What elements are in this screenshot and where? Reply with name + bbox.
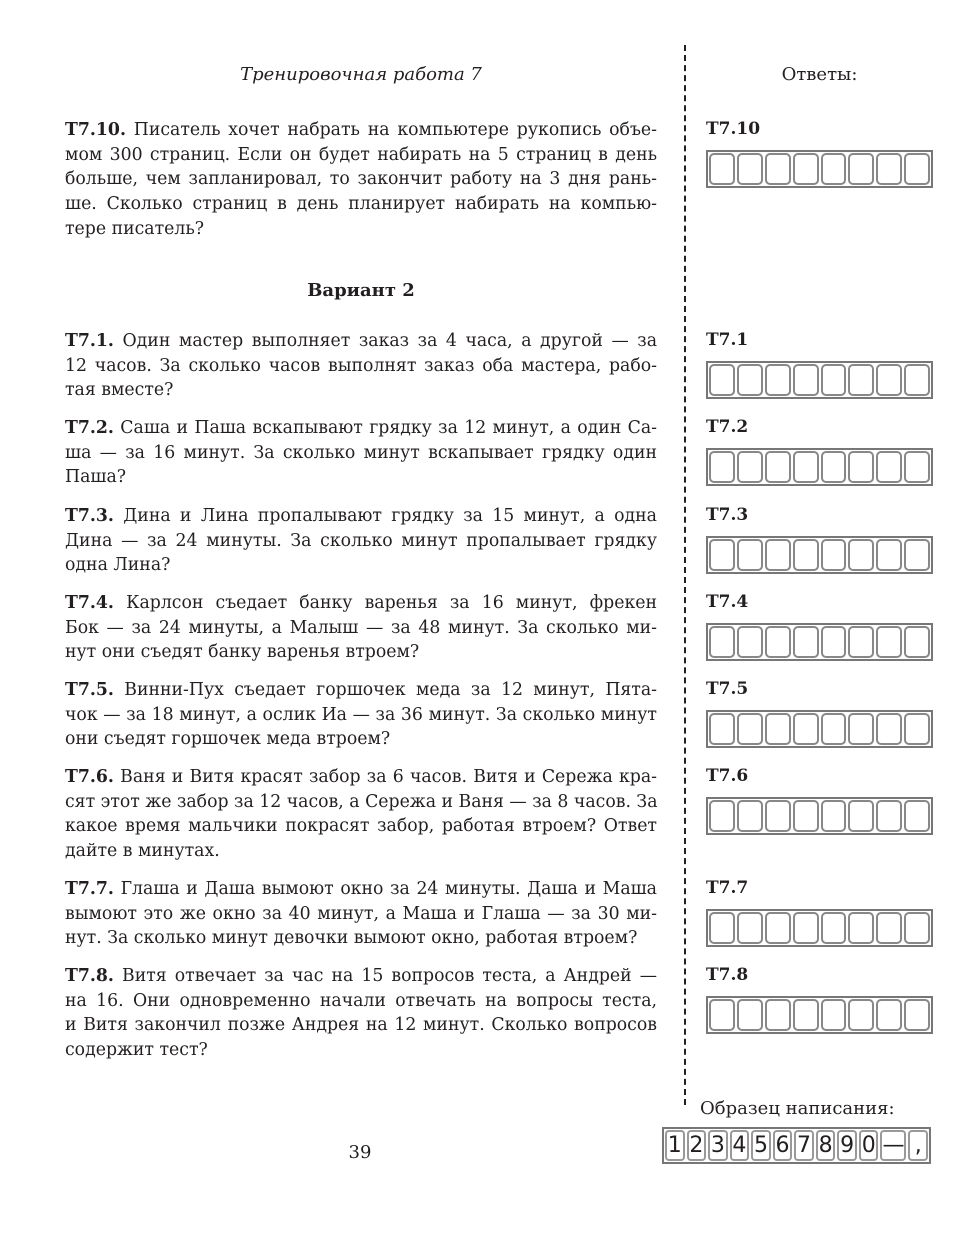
answer-cell[interactable] <box>848 626 874 658</box>
task-text: Саша и Паша вскапывают грядку за 12 минут, а один Са- <box>113 418 657 438</box>
answer-cell[interactable] <box>765 364 791 396</box>
answer-cell[interactable] <box>848 364 874 396</box>
answer-cell[interactable] <box>793 912 819 944</box>
answer-cell[interactable] <box>765 999 791 1031</box>
answer-cell[interactable] <box>709 912 735 944</box>
task-line <box>65 329 657 354</box>
task-text: тере писатель? <box>65 218 205 239</box>
answer-cell[interactable] <box>709 713 735 745</box>
task-text: и Витя закончил позже Андрея на 12 минут. Сколько вопросов <box>65 1015 657 1036</box>
task-text: тая вместе? <box>65 380 174 401</box>
answer-boxes[interactable] <box>706 448 933 486</box>
task-T7.2 <box>65 416 657 490</box>
answer-boxes[interactable] <box>706 150 933 188</box>
task-line <box>65 616 657 641</box>
page-header: Тренировочная работа 7 <box>240 64 482 85</box>
answer-label: T7.7 <box>706 878 749 898</box>
answer-label: T7.1 <box>706 330 749 350</box>
answer-label: T7.5 <box>706 679 749 699</box>
sample-cell: — <box>880 1130 906 1161</box>
answer-label: T7.3 <box>706 505 749 525</box>
task-T7.7 <box>65 877 657 951</box>
task-text: Писатель хочет набрать на компьютере рукопись объе- <box>125 120 657 140</box>
task-line <box>65 765 657 790</box>
answer-cell[interactable] <box>737 912 763 944</box>
answer-label: T7.8 <box>706 965 749 985</box>
answer-cell[interactable] <box>821 153 847 185</box>
task-line <box>65 167 657 192</box>
task-T7.4 <box>65 591 657 665</box>
answer-cell[interactable] <box>848 800 874 832</box>
task-number: Т7.7. <box>65 879 114 899</box>
task-T7.3 <box>65 504 657 578</box>
answer-cell[interactable] <box>709 999 735 1031</box>
cut-line-divider <box>684 45 686 1105</box>
task-text: Бок — за 24 минуты, а Малыш — за 48 минут. За сколько ми- <box>65 617 657 638</box>
task-text: чок — за 18 минут, а ослик Иа — за 36 минут. За сколько минут <box>65 704 657 725</box>
task-text: Один мастер выполняет заказ за 4 часа, а другой — за <box>113 331 657 351</box>
answer-cell[interactable] <box>904 999 930 1031</box>
answer-cell[interactable] <box>821 364 847 396</box>
answer-cell[interactable] <box>737 800 763 832</box>
answer-cell[interactable] <box>765 912 791 944</box>
sample-cell: 4 <box>730 1130 750 1161</box>
task-text: содержит тест? <box>65 1040 208 1061</box>
sample-cell: 6 <box>773 1130 793 1161</box>
answer-label: T7.10 <box>706 119 761 139</box>
task-line <box>65 1038 657 1063</box>
task-line <box>65 217 657 242</box>
task-text: Витя отвечает за час на 15 вопросов теста, а Андрей — <box>113 966 657 986</box>
task-line <box>65 1013 657 1038</box>
task-text: какое время мальчики покрасят забор, работая втроем? Ответ <box>65 816 657 837</box>
task-line <box>65 591 657 616</box>
task-number: Т7.3. <box>65 506 114 526</box>
answer-boxes[interactable] <box>706 710 933 748</box>
task-text: ше. Сколько страниц в день планирует набирать на компью- <box>65 194 657 215</box>
answer-cell[interactable] <box>709 539 735 571</box>
answers-header: Ответы: <box>781 64 858 85</box>
task-T7.5 <box>65 678 657 752</box>
answer-cell[interactable] <box>848 713 874 745</box>
task-text: Карлсон съедает банку варенья за 16 минут, фрекен <box>113 593 657 613</box>
task-T7.1 <box>65 329 657 403</box>
answer-cell[interactable] <box>848 999 874 1031</box>
answer-cell[interactable] <box>904 626 930 658</box>
task-line <box>65 553 657 578</box>
answer-boxes[interactable] <box>706 623 933 661</box>
task-line <box>65 703 657 728</box>
answer-cell[interactable] <box>821 912 847 944</box>
sample-cell: 7 <box>794 1130 814 1161</box>
task-number: Т7.4. <box>65 593 114 613</box>
answer-cell[interactable] <box>848 539 874 571</box>
task-T7.6 <box>65 765 657 864</box>
answer-cell[interactable] <box>765 153 791 185</box>
answer-cell[interactable] <box>876 153 902 185</box>
task-text: Глаша и Даша вымоют окно за 24 минуты. Даша и Маша <box>113 879 657 899</box>
answer-cell[interactable] <box>793 626 819 658</box>
task-line <box>65 640 657 665</box>
task-text: Дина и Лина пропалывают грядку за 15 минут, а одна <box>113 506 657 526</box>
answer-cell[interactable] <box>904 800 930 832</box>
answer-cell[interactable] <box>737 626 763 658</box>
task-line <box>65 529 657 554</box>
task-line <box>65 926 657 951</box>
task-text: Ваня и Витя красят забор за 6 часов. Витя и Сережа кра- <box>113 767 657 787</box>
answer-cell[interactable] <box>904 539 930 571</box>
answer-cell[interactable] <box>904 364 930 396</box>
answer-cell[interactable] <box>737 713 763 745</box>
answer-cell[interactable] <box>904 153 930 185</box>
task-number: Т7.1. <box>65 331 114 351</box>
task-text: 12 часов. За сколько часов выполнят заказ оба мастера, рабо- <box>65 355 657 376</box>
answer-boxes[interactable] <box>706 909 933 947</box>
answer-cell[interactable] <box>793 364 819 396</box>
answer-cell[interactable] <box>737 539 763 571</box>
task-text: на 16. Они одновременно начали отвечать на вопросы теста, <box>65 990 657 1011</box>
task-line <box>65 790 657 815</box>
sample-cell: 8 <box>816 1130 836 1161</box>
answer-cell[interactable] <box>876 912 902 944</box>
task-text: они съедят горшочек меда втроем? <box>65 729 391 750</box>
answer-cell[interactable] <box>765 451 791 483</box>
task-number: Т7.8. <box>65 966 114 986</box>
answer-cell[interactable] <box>737 153 763 185</box>
answer-boxes[interactable] <box>706 536 933 574</box>
answer-cell[interactable] <box>765 713 791 745</box>
answer-cell[interactable] <box>821 800 847 832</box>
task-line <box>65 143 657 168</box>
task-text: Паша? <box>65 467 127 488</box>
answer-cell[interactable] <box>904 912 930 944</box>
task-text: мом 300 страниц. Если он будет набирать на 5 страниц в день <box>65 144 657 165</box>
task-text: вымоют это же окно за 40 минут, а Маша и Глаша — за 30 ми- <box>65 903 657 924</box>
answer-cell[interactable] <box>709 800 735 832</box>
task-text: нут они съедят банку варенья втроем? <box>65 642 420 663</box>
answer-label: T7.6 <box>706 766 749 786</box>
answer-cell[interactable] <box>737 364 763 396</box>
answer-cell[interactable] <box>848 451 874 483</box>
task-number: Т7.2. <box>65 418 114 438</box>
task-line <box>65 504 657 529</box>
answer-cell[interactable] <box>709 451 735 483</box>
task-T7.10 <box>65 118 657 241</box>
answer-cell[interactable] <box>793 713 819 745</box>
sample-cell: 5 <box>751 1130 771 1161</box>
answer-label: T7.2 <box>706 417 749 437</box>
task-text: Винни-Пух съедает горшочек меда за 12 минут, Пята- <box>113 680 657 700</box>
task-text: дайте в минутах. <box>65 841 220 862</box>
task-number: Т7.5. <box>65 680 114 700</box>
sample-cell: 3 <box>708 1130 728 1161</box>
task-text: сят этот же забор за 12 часов, а Сережа и Ваня — за 8 часов. За <box>65 791 658 812</box>
answer-cell[interactable] <box>821 626 847 658</box>
answer-cell[interactable] <box>904 451 930 483</box>
answer-cell[interactable] <box>876 999 902 1031</box>
answer-cell[interactable] <box>821 713 847 745</box>
task-line <box>65 727 657 752</box>
task-text: нут. За сколько минут девочки вымоют окно, работая втроем? <box>65 928 638 949</box>
answer-boxes[interactable] <box>706 996 933 1034</box>
task-line <box>65 354 657 379</box>
answer-cell[interactable] <box>737 999 763 1031</box>
task-line <box>65 814 657 839</box>
sample-cell: 0 <box>859 1130 879 1161</box>
answer-cell[interactable] <box>876 800 902 832</box>
task-number: Т7.6. <box>65 767 114 787</box>
answer-cell[interactable] <box>821 999 847 1031</box>
variant-title: Вариант 2 <box>307 280 415 301</box>
answer-label: T7.4 <box>706 592 749 612</box>
answer-cell[interactable] <box>793 999 819 1031</box>
task-number: Т7.10. <box>65 120 126 140</box>
answer-cell[interactable] <box>904 713 930 745</box>
task-line <box>65 416 657 441</box>
task-text: больше, чем запланировал, то закончит работу на 3 дня рань- <box>65 169 657 190</box>
sample-label: Образец написания: <box>700 1098 895 1119</box>
answer-cell[interactable] <box>848 153 874 185</box>
task-line <box>65 877 657 902</box>
task-line <box>65 964 657 989</box>
answer-cell[interactable] <box>848 912 874 944</box>
task-line <box>65 192 657 217</box>
answer-cell[interactable] <box>793 800 819 832</box>
answer-cell[interactable] <box>876 713 902 745</box>
task-line <box>65 378 657 403</box>
task-text: одна Лина? <box>65 555 171 576</box>
task-line <box>65 441 657 466</box>
answer-cell[interactable] <box>876 451 902 483</box>
task-line <box>65 465 657 490</box>
answer-cell[interactable] <box>709 153 735 185</box>
answer-cell[interactable] <box>709 364 735 396</box>
answer-cell[interactable] <box>793 153 819 185</box>
answer-cell[interactable] <box>793 451 819 483</box>
page-number: 39 <box>348 1142 372 1163</box>
answer-cell[interactable] <box>821 451 847 483</box>
sample-cell: 2 <box>687 1130 707 1161</box>
answer-boxes[interactable] <box>706 361 933 399</box>
answer-cell[interactable] <box>765 626 791 658</box>
answer-cell[interactable] <box>821 539 847 571</box>
answer-cell[interactable] <box>765 539 791 571</box>
sample-digits <box>662 1127 931 1164</box>
sample-cell: 1 <box>665 1130 685 1161</box>
task-line <box>65 839 657 864</box>
task-line <box>65 118 657 143</box>
task-line <box>65 902 657 927</box>
answer-cell[interactable] <box>737 451 763 483</box>
task-text: Дина — за 24 минуты. За сколько минут пропалывает грядку <box>65 530 657 551</box>
answer-cell[interactable] <box>876 539 902 571</box>
task-line <box>65 678 657 703</box>
answer-boxes[interactable] <box>706 797 933 835</box>
sample-cell: 9 <box>837 1130 857 1161</box>
answer-cell[interactable] <box>876 626 902 658</box>
task-line <box>65 989 657 1014</box>
answer-cell[interactable] <box>876 364 902 396</box>
sample-cell: , <box>908 1130 928 1161</box>
answer-cell[interactable] <box>793 539 819 571</box>
task-text: ша — за 16 минут. За сколько минут вскапывает грядку один <box>65 442 657 463</box>
answer-cell[interactable] <box>709 626 735 658</box>
answer-cell[interactable] <box>765 800 791 832</box>
task-T7.8 <box>65 964 657 1063</box>
